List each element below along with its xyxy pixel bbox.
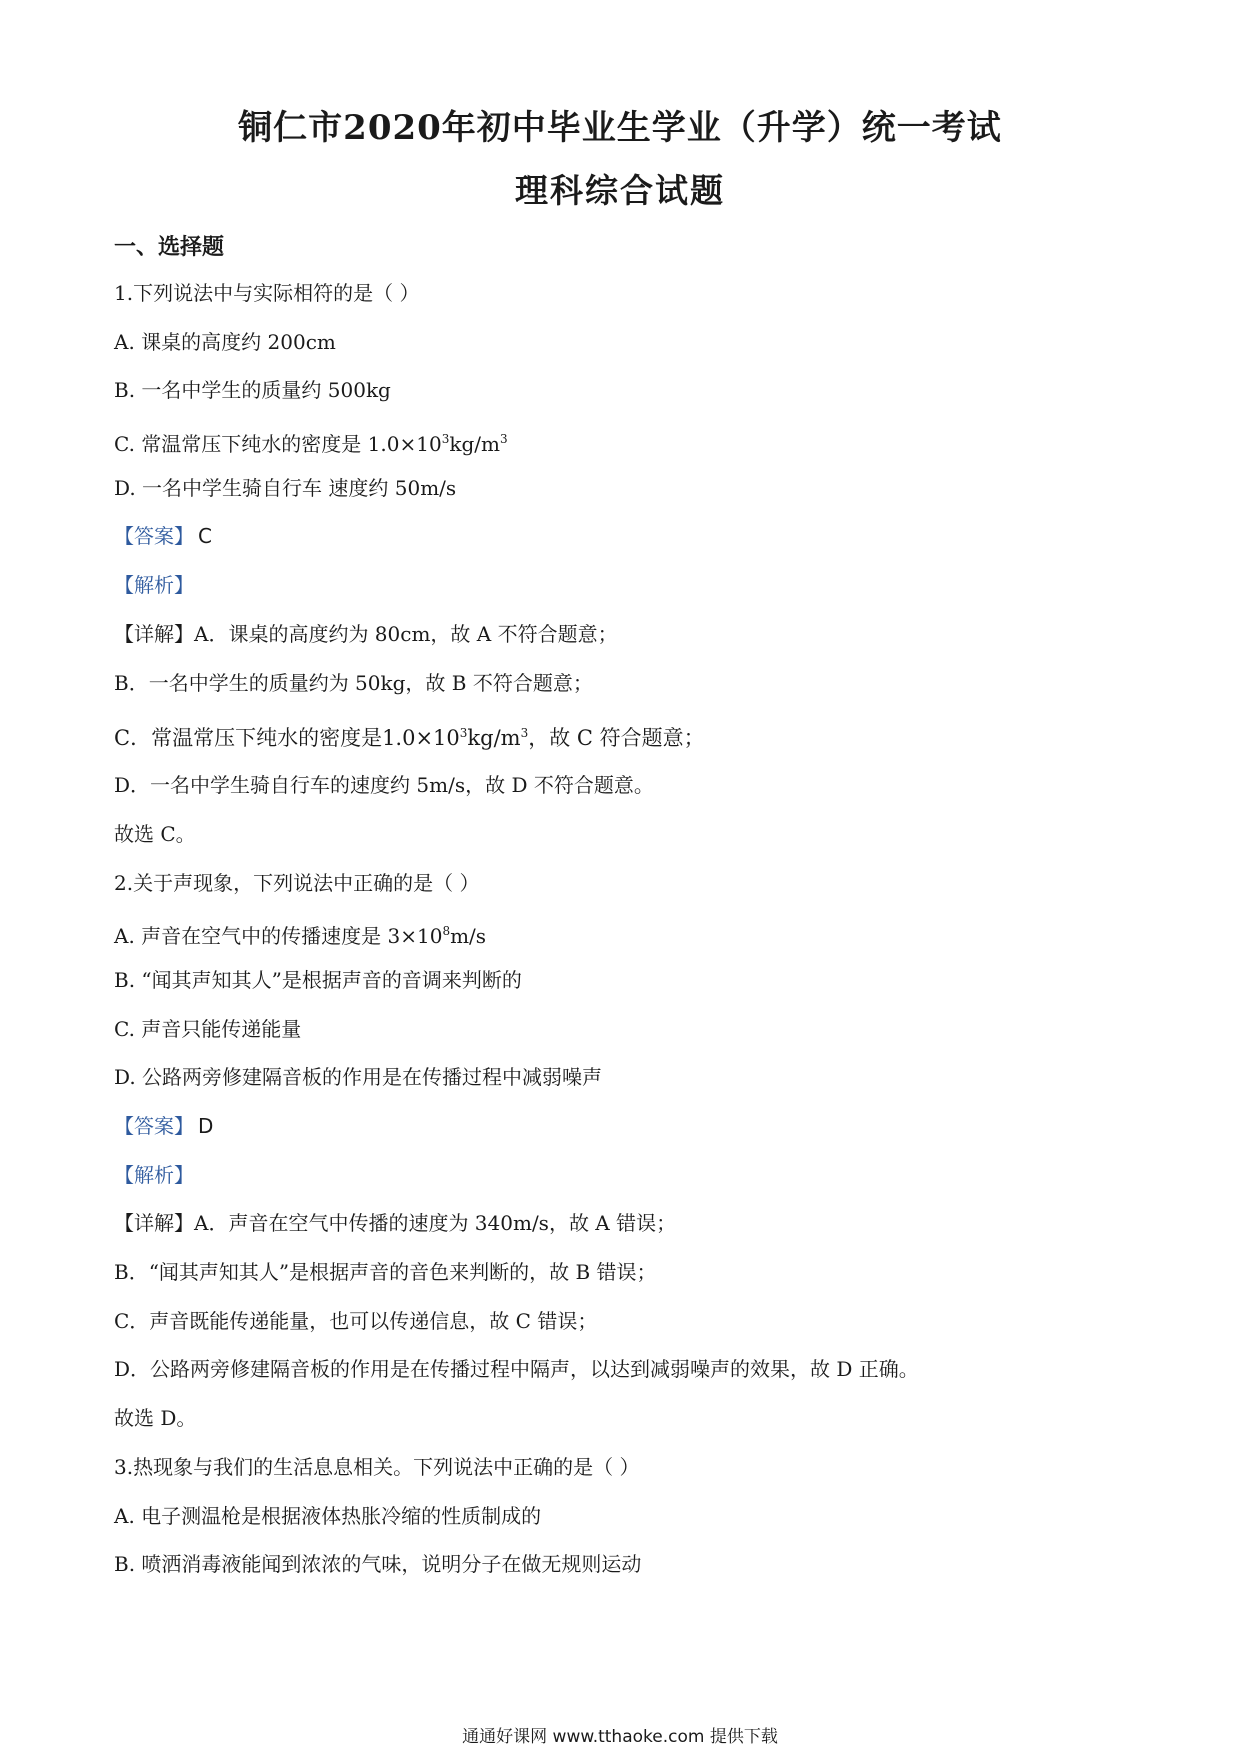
page-subtitle: 理科综合试题 [515,171,725,210]
q3-option-a: A. 电子测温枪是根据液体热胀冷缩的性质制成的 [114,1503,542,1528]
q2-answer [114,1111,1144,1160]
q1-answer-value: C [198,524,212,549]
q2-detail-d: D．公路两旁修建隔音板的作用是在传播过程中隔声，以达到减弱噪声的效果，故 D 正确。 [114,1357,919,1382]
q1-detail-d: D．一名中学生骑自行车的速度约 5m/s，故 D 不符合题意。 [114,773,654,798]
q1-detail-c-unit-exponent: 3 [520,726,529,741]
q1-option-a: A. 课桌的高度约 200cm [114,329,336,354]
q1-option-d: D. 一名中学生骑自行车 速度约 50m/s [114,475,457,500]
q1-detail-c-unit: kg/m [467,726,521,751]
answer-tag: 【答案】 [114,524,194,549]
q2-option-c: C. 声音只能传递能量 [114,1016,302,1041]
q2-detail-a [114,1208,1144,1257]
q1-answer [114,521,1144,570]
q2-detail-c: C．声音既能传递能量，也可以传递信息，故 C 错误； [114,1308,598,1333]
q1-detail-c-exponent: 3 [459,726,468,741]
q1-option-c [114,424,1144,473]
q2-answer-value: D [198,1114,214,1138]
q2-option-b: B. “闻其声知其人”是根据声音的音调来判断的 [114,967,522,992]
q1-analysis [114,570,1144,619]
q1-detail-c-tail: ，故 C 符合题意； [528,726,705,751]
q1-conclusion: 故选 C。 [114,821,196,846]
q1-option-c-unit-exponent: 3 [499,432,508,447]
q1-detail-b: B．一名中学生的质量约为 50kg，故 B 不符合题意； [114,670,593,695]
q1-detail-a-text: A．课桌的高度约为 80cm，故 A 不符合题意； [194,621,618,646]
exam-content [114,278,1144,1598]
q2-detail-b: B．“闻其声知其人”是根据声音的音色来判断的，故 B 错误； [114,1260,657,1285]
q2-option-a-exponent: 8 [442,924,451,939]
section-heading: 一、选择题 [114,234,225,260]
q1-detail-c [114,716,1144,770]
detail-tag: 【详解】 [114,621,194,646]
answer-tag: 【答案】 [114,1114,194,1138]
q1-option-b: B. 一名中学生的质量约 500kg [114,378,391,403]
q3-option-b: B. 喷洒消毒液能闻到浓浓的气味，说明分子在做无规则运动 [114,1552,642,1577]
q1-option-c-unit: kg/m [449,432,500,457]
q2-option-d: D. 公路两旁修建隔音板的作用是在传播过程中减弱噪声 [114,1065,603,1090]
q2-option-a-text: A. 声音在空气中的传播速度是 3×10 [114,924,443,949]
q2-detail-a-text: A．声音在空气中传播的速度为 340m/s，故 A 错误； [194,1211,677,1236]
q1-detail-a [114,619,1144,668]
analysis-tag: 【解析】 [114,1162,194,1187]
q3-question: 3.热现象与我们的生活息息相关。下列说法中正确的是（ ） [114,1454,640,1479]
q2-question: 2.关于声现象，下列说法中正确的是（ ） [114,870,480,895]
q1-detail-c-text: C．常温常压下纯水的密度是1.0×10 [114,726,460,751]
detail-tag: 【详解】 [114,1211,194,1236]
q1-question: 1.下列说法中与实际相符的是（ ） [114,281,420,305]
page-title: 铜仁市2020年初中毕业生学业（升学）统一考试 [238,108,1002,148]
q2-option-a-unit: m/s [450,924,487,949]
q1-option-c-text: C. 常温常压下纯水的密度是 1.0×10 [114,432,442,457]
footer-source: 通通好课网 www.tthaoke.com 提供下载 [462,1727,778,1747]
analysis-tag: 【解析】 [114,573,194,598]
q2-conclusion: 故选 D。 [114,1406,197,1431]
q2-option-a [114,916,1144,965]
q1-option-c-exponent: 3 [441,432,450,447]
q2-analysis [114,1160,1144,1209]
